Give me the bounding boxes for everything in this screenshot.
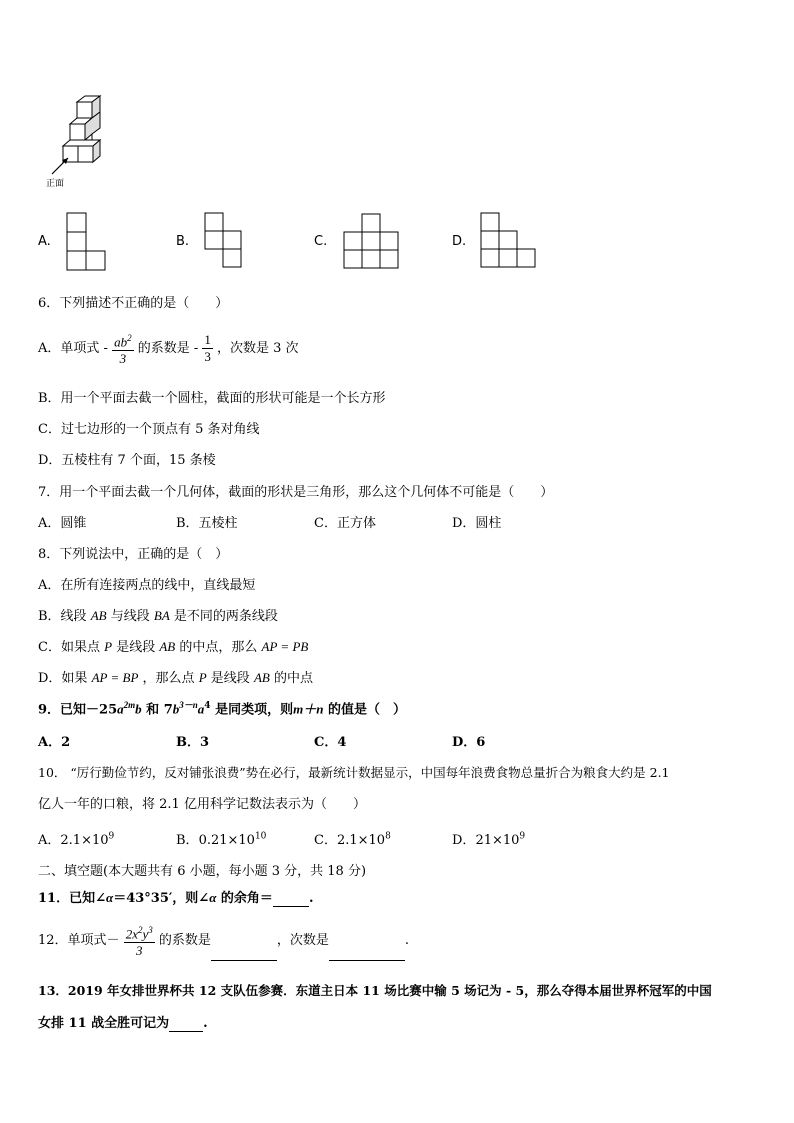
- option-base: 2.1×10: [336, 833, 386, 848]
- q11-text-2: ＝43°35′，则∠: [113, 891, 210, 906]
- q10-option-a[interactable]: [38, 829, 114, 848]
- option-label: D.: [452, 234, 467, 249]
- q8-d-text-1: D．如果: [38, 671, 88, 686]
- q6-a-prefix: A．单项式 -: [38, 341, 108, 357]
- q7-option-c[interactable]: C．正方体: [314, 516, 376, 531]
- q8-d-text-4: 的中点: [273, 671, 313, 686]
- q8-b-segment-ba: BA: [153, 608, 170, 623]
- q12-frac-num: 2x: [125, 926, 138, 942]
- q8-b-text-1: B．线段: [38, 609, 87, 624]
- option-base: 2.1×10: [60, 833, 109, 848]
- q12-suffix: .: [404, 933, 410, 949]
- cube-stack-drawing: [44, 92, 114, 188]
- cube-stack-figure: [44, 92, 114, 188]
- q9-m-plus-n: m＋n: [293, 701, 324, 717]
- q9-text-2: 和 7: [141, 702, 173, 718]
- q9-text-1: 9．已知－25: [38, 702, 118, 718]
- q11-text-3: 的余角＝: [216, 891, 273, 906]
- q10-option-c[interactable]: [314, 829, 391, 848]
- q8-stem: 8．下列说法中，正确的是（ ）: [38, 547, 229, 562]
- q8-b-text-2: 与线段: [110, 609, 150, 624]
- option-label: D．: [452, 833, 476, 848]
- q12-frac-num-y: y: [142, 926, 149, 942]
- option-label: A.: [38, 234, 51, 249]
- section-heading-fill-in: 二、填空题(本大题共有 6 小题，每小题 3 分，共 18 分): [38, 864, 367, 879]
- q13-line-2: [38, 1012, 208, 1032]
- q9-var-a: a: [117, 701, 124, 717]
- q6-a-frac-den: 3: [119, 351, 127, 367]
- option-base: 0.21×10: [198, 833, 255, 848]
- q12-frac-exp-1: 2: [137, 925, 143, 935]
- option-label: A．: [38, 833, 61, 848]
- q6-a-suffix: ，次数是 3 次: [217, 341, 299, 357]
- q11-alpha: α: [105, 890, 114, 905]
- option-label: C．: [314, 833, 337, 848]
- q6-a-frac-num: ab: [114, 334, 128, 350]
- q6-option-d[interactable]: D．五棱柱有 7 个面，15 条棱: [38, 453, 216, 468]
- q6-a-fraction: [112, 330, 134, 367]
- q13-suffix: .: [203, 1016, 208, 1031]
- q12-frac-den: 3: [135, 943, 143, 959]
- option-base: 21×10: [475, 833, 520, 848]
- option-label: C.: [314, 234, 328, 249]
- q9-exp-3: 4: [204, 701, 211, 711]
- q8-option-c[interactable]: [38, 636, 308, 655]
- q12: [38, 922, 409, 961]
- q5-view-d-drawing: [480, 210, 570, 272]
- q9-option-b[interactable]: B．3: [176, 735, 210, 750]
- q9-option-d[interactable]: D．6: [452, 735, 486, 750]
- q8-d-text-3: 是线段: [210, 671, 250, 686]
- option-exp: 10: [254, 831, 267, 842]
- q6-option-a[interactable]: [38, 330, 299, 367]
- q8-c-segment-ab: AB: [159, 639, 176, 654]
- q12-mid-2: ，次数是: [276, 933, 329, 949]
- q8-c-point-p: P: [104, 639, 113, 654]
- q6-a-fraction-2: [202, 332, 213, 365]
- front-view-caption: 正面: [46, 179, 65, 189]
- q13-line-2-text: 女排 11 战全胜可记为: [38, 1016, 170, 1031]
- q9-text-4: 的值是（ ）: [323, 702, 406, 718]
- q6-a-frac2-num: 1: [204, 332, 211, 348]
- q6-stem: 6．下列描述不正确的是（ ）: [38, 296, 229, 311]
- q5-view-b-drawing: [204, 210, 276, 272]
- q7-stem: 7．用一个平面去截一个几何体，截面的形状是三角形，那么这个几何体不可能是（ ）: [38, 485, 554, 500]
- q9-var-b2: b: [172, 701, 180, 717]
- q9-option-a[interactable]: A．2: [38, 735, 71, 750]
- q12-frac-exp-2: 3: [148, 925, 153, 935]
- q11-alpha-2: α: [209, 890, 217, 905]
- q11-text-1: 11．已知∠: [38, 891, 106, 906]
- q8-d-equation: AP = BP: [91, 670, 139, 685]
- option-exp: 8: [385, 831, 391, 842]
- q10-stem-line-2: 亿人一年的口粮，将 2.1 亿用科学记数法表示为（ ）: [38, 797, 366, 812]
- option-label: B．: [176, 833, 199, 848]
- q8-c-text-1: C．如果点: [38, 640, 100, 655]
- q12-fraction: [124, 922, 155, 959]
- q11: [38, 887, 313, 907]
- q6-a-frac-exp: 2: [127, 333, 132, 343]
- q8-option-a[interactable]: A．在所有连接两点的线中，直线最短: [38, 578, 256, 593]
- q9-text-3: 是同类项，则: [210, 702, 294, 718]
- q5-view-c-drawing: [342, 210, 432, 272]
- q7-option-d[interactable]: D．圆柱: [452, 516, 502, 531]
- q12-coefficient-blank[interactable]: [211, 922, 277, 961]
- q12-degree-blank[interactable]: [329, 922, 405, 961]
- option-label: B.: [176, 234, 190, 249]
- q9-var-a2: a: [197, 701, 205, 717]
- q6-a-mid: 的系数是 -: [137, 341, 199, 357]
- q10-option-d[interactable]: [452, 829, 525, 848]
- q8-d-text-2: ，那么点: [142, 671, 195, 686]
- q12-mid: 的系数是: [158, 933, 211, 949]
- q8-c-text-2: 是线段: [116, 640, 156, 655]
- q9-option-c[interactable]: C．4: [314, 735, 347, 750]
- q6-option-b[interactable]: B．用一个平面去截一个圆柱，截面的形状可能是一个长方形: [38, 391, 386, 406]
- q5-view-a-drawing: [66, 210, 138, 272]
- q9-exp-1: 2m: [123, 700, 136, 710]
- q6-option-c[interactable]: C．过七边形的一个顶点有 5 条对角线: [38, 422, 260, 437]
- q13-answer-blank[interactable]: [169, 1016, 203, 1032]
- q8-d-point-p: P: [198, 670, 207, 685]
- q8-option-b[interactable]: [38, 605, 278, 624]
- q10-stem-line-1: 10． “厉行勤俭节约，反对铺张浪费”势在必行，最新统计数据显示，中国每年浪费食物总量折合为粮食大约是 2.1: [38, 765, 670, 780]
- q8-d-segment-ab: AB: [253, 670, 270, 685]
- q6-a-frac2-den: 3: [204, 349, 211, 365]
- q13-line-1: 13．2019 年女排世界杯共 12 支队伍参赛．东道主日本 11 场比赛中输 5 场记为 - 5，那么夺得本届世界杯冠军的中国: [38, 983, 712, 998]
- q8-c-equation: AP = PB: [261, 639, 309, 654]
- q12-prefix: 12．单项式－: [38, 933, 120, 949]
- option-exp: 9: [519, 831, 526, 842]
- q9-var-b: b: [135, 701, 142, 717]
- q7-option-a[interactable]: A．圆锥: [38, 516, 87, 531]
- q9-stem: [38, 698, 406, 717]
- q7-option-b[interactable]: B．五棱柱: [176, 516, 238, 531]
- q10-option-b[interactable]: [176, 829, 266, 848]
- q8-option-d[interactable]: [38, 667, 313, 686]
- q8-b-text-3: 是不同的两条线段: [173, 609, 278, 624]
- q9-exp-2: 3－n: [179, 700, 198, 710]
- option-exp: 9: [108, 831, 115, 842]
- q11-answer-blank[interactable]: [273, 891, 309, 907]
- q8-b-segment-ab: AB: [90, 608, 107, 623]
- q8-c-text-3: 的中点，那么: [179, 640, 258, 655]
- q11-text-4: .: [308, 891, 314, 906]
